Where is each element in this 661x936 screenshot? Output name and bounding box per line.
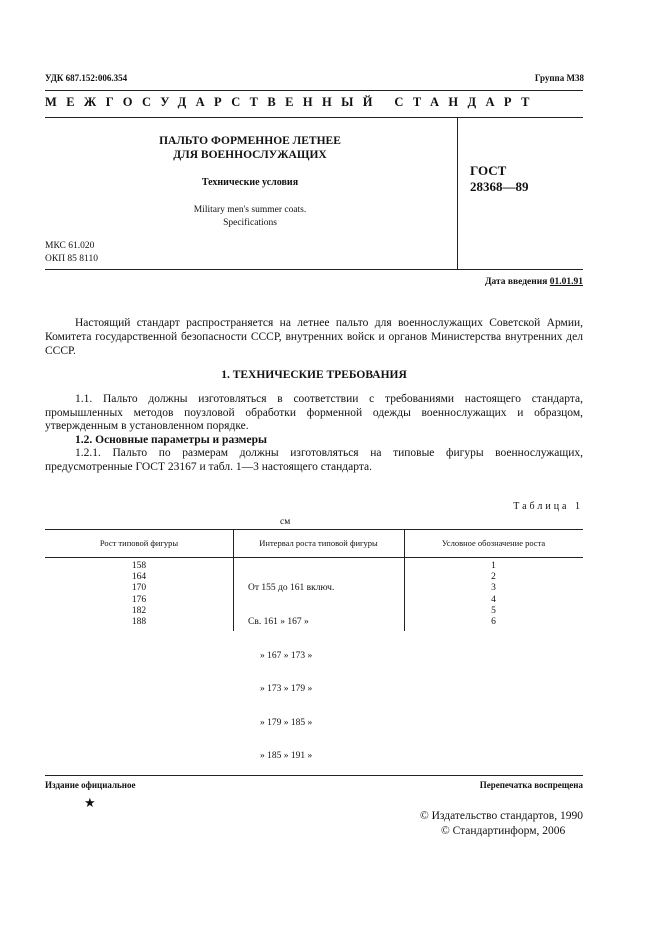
title-line-2: ДЛЯ ВОЕННОСЛУЖАЩИХ — [173, 149, 327, 161]
table-cell: 4 — [491, 594, 496, 605]
table-cell: 3 — [491, 583, 496, 594]
section-heading: 1. ТЕХНИЧЕСКИЕ ТРЕБОВАНИЯ — [221, 369, 407, 381]
table-rule-top — [45, 529, 583, 530]
mks-code: МКС 61.020 — [45, 241, 95, 251]
paragraph-1-2-1: 1.2.1. Пальто по размерам должны изготовляться на типовые фигуры военнослужащих, предусмотренные ГОСТ 23167 и табл. 1—3 настоящего стандарта. — [45, 447, 583, 473]
table-header-designation: Условное обозначение роста — [441, 538, 546, 548]
english-title — [130, 204, 370, 230]
paragraph-1-1: 1.1. Пальто должны изготовляться в соответствии с требованиями настоящего стандарта, промышленных методов поузловой обработки форменной одежды военнослужащих и образцом, утвержденным в установленном порядке. — [45, 393, 583, 433]
group-code: Группа М38 — [534, 73, 584, 83]
document-title — [130, 134, 370, 162]
standard-type-heading: МЕЖГОСУДАРСТВЕННЫЙ СТАНДАРТ — [45, 95, 539, 109]
gost-designation — [470, 163, 570, 195]
copyright-line-2: © Стандартинформ, 2006 — [440, 825, 566, 837]
table-caption: Таблица 1 — [513, 501, 583, 512]
table-cell: » 185 » 191 » — [260, 751, 313, 762]
table-cell: » 173 » 179 » — [260, 684, 313, 695]
table-cell: 6 — [491, 617, 496, 628]
classification-codes — [45, 240, 98, 266]
copyright-line-1: © Издательство стандартов, 1990 — [419, 810, 583, 822]
effective-date — [485, 277, 583, 287]
document-subtitle: Технические условия — [201, 177, 299, 188]
paragraph-1-2-heading: 1.2. Основные параметры и размеры — [75, 434, 267, 446]
english-title-line-2: Specifications — [223, 218, 277, 228]
table-cell: » 167 » 173 » — [260, 650, 313, 661]
table-cell: Св. 161 » 167 » — [248, 617, 309, 628]
effective-date-value: 01.01.91 — [549, 277, 583, 287]
table-cell: От 155 до 161 включ. — [248, 583, 335, 594]
copyright-block — [420, 809, 583, 839]
divider — [45, 269, 583, 270]
official-edition-label: Издание официальное — [45, 780, 136, 790]
table-rule-header — [45, 557, 583, 558]
divider — [45, 117, 583, 118]
table-cell: 158 — [131, 561, 147, 571]
star-icon: ★ — [84, 795, 96, 810]
table-column-designation — [404, 561, 583, 628]
table-column-interval — [248, 561, 388, 774]
divider — [45, 90, 583, 91]
table-cell: 1 — [491, 561, 496, 571]
udk-code: УДК 687.152:006.354 — [45, 73, 128, 83]
english-title-line-1: Military men's summer coats. — [193, 205, 307, 215]
table-cell: 182 — [131, 605, 147, 616]
reprint-prohibited-label: Перепечатка воспрещена — [479, 780, 583, 790]
table-column-height — [45, 561, 233, 628]
footer-divider — [45, 775, 583, 776]
gost-label: ГОСТ — [470, 163, 507, 178]
divider-vertical — [457, 117, 458, 270]
table-header-height: Рост типовой фигуры — [99, 538, 179, 548]
table-cell: 170 — [131, 583, 147, 594]
intro-paragraph: Настоящий стандарт распространяется на летнее пальто для военнослужащих Советской Армии, Комитета государственной безопасности СССР, внутренних войск и органов Министерства внутренних дел СССР. — [45, 317, 583, 357]
table-cell: » 179 » 185 » — [260, 717, 313, 728]
title-line-1: ПАЛЬТО ФОРМЕННОЕ ЛЕТНЕЕ — [159, 135, 341, 147]
table-cell: 5 — [491, 605, 496, 616]
effective-date-label: Дата введения — [484, 277, 548, 287]
okp-code: ОКП 85 8110 — [45, 254, 98, 264]
gost-number: 28368—89 — [470, 179, 529, 194]
table-cell: 164 — [131, 572, 147, 583]
table-cell: 188 — [131, 617, 147, 628]
table-unit: см — [280, 517, 291, 527]
table-cell: 176 — [131, 594, 147, 605]
table-header-interval: Интервал роста типовой фигуры — [259, 538, 378, 548]
table-cell: 2 — [491, 572, 496, 583]
